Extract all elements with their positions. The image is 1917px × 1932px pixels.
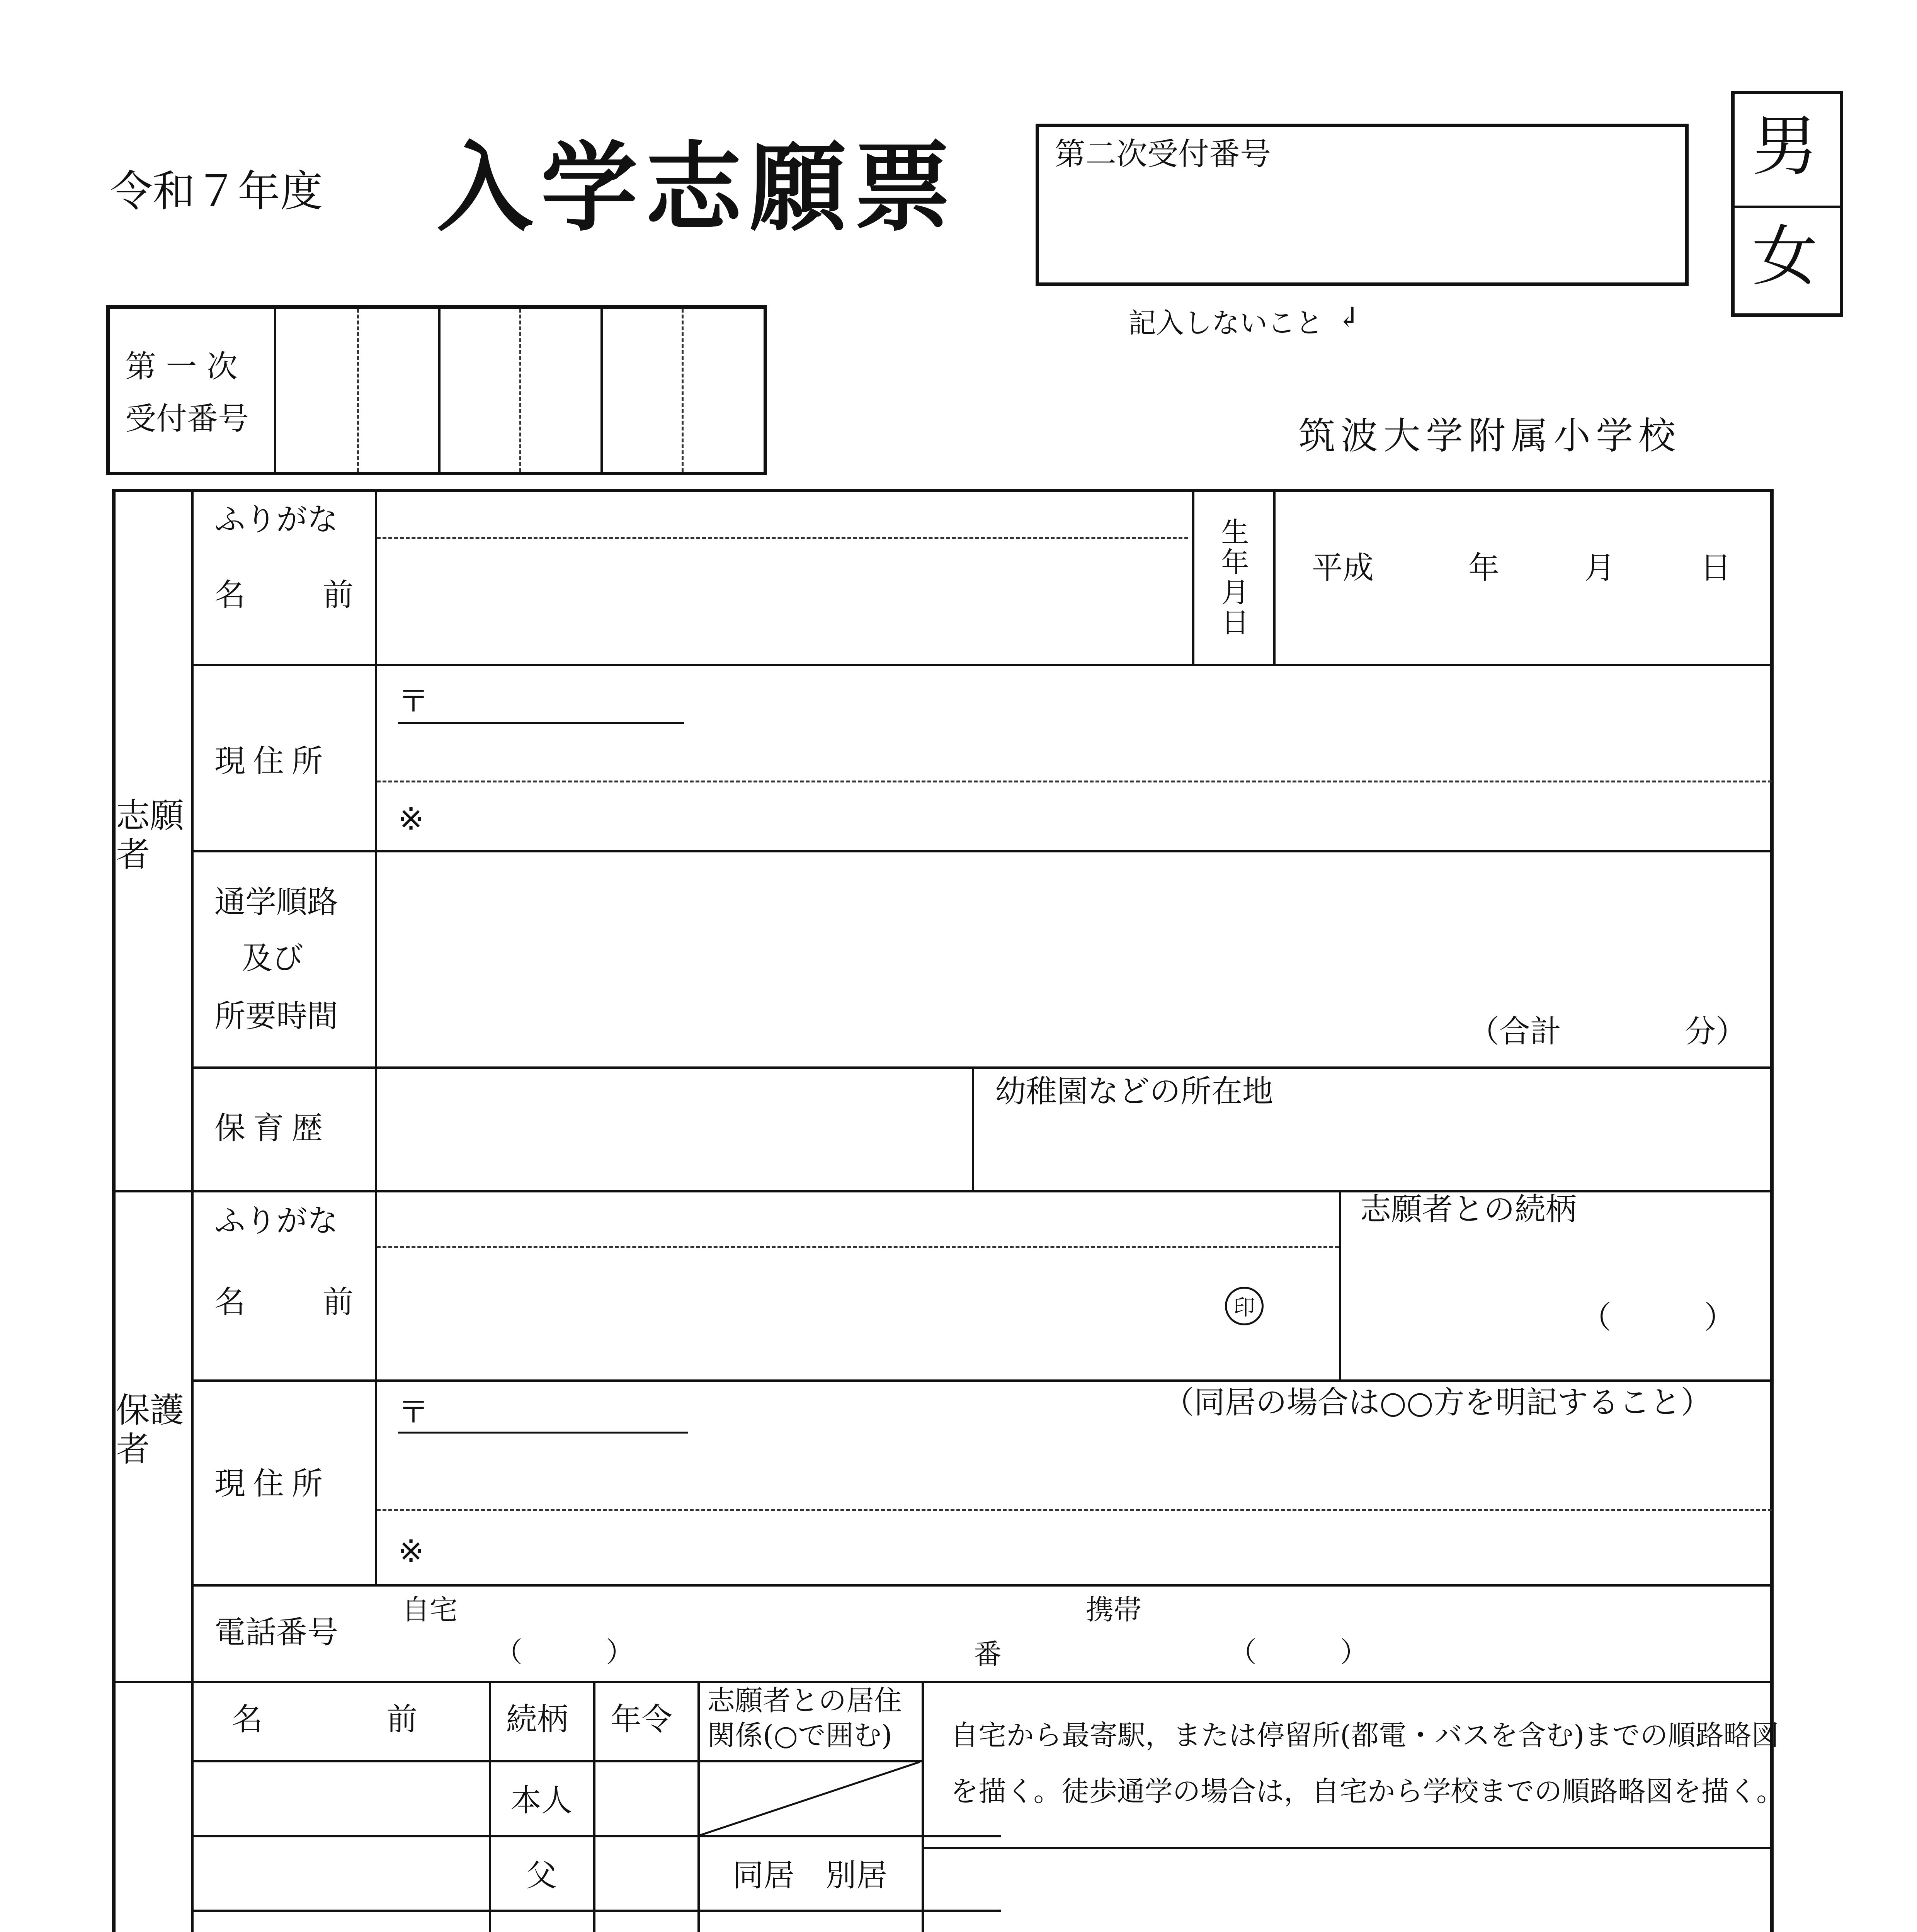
family-col-cohabit-1: 志願者との居住 [707,1684,902,1717]
first-receipt-box [106,305,767,475]
family-relation[interactable] [491,1912,592,1932]
family-col-relation: 続柄 [506,1701,568,1737]
guardian-name-label: 名 前 [214,1284,377,1320]
applicant-address-label: 現住所 [214,743,330,779]
family-section-label [116,1816,189,1932]
family-name-input[interactable] [195,1837,487,1908]
relation-label: 志願者との続柄 [1360,1191,1577,1227]
relation-input[interactable] [1343,1236,1770,1376]
map-note-1: 自宅から最寄駅，または停留所(都電・バスを含む)までの順路略図 [951,1719,1779,1752]
family-cohabit[interactable] [699,1912,920,1932]
arrow-up-icon: ↲ [1337,301,1361,333]
first-receipt-label-1: 第 一 次 [125,349,238,384]
birth-date-input[interactable] [1275,491,1770,661]
guardian-note-mark: ※ [398,1533,424,1569]
gender-box[interactable] [1731,91,1843,317]
family-cohabit[interactable] [699,1762,920,1833]
family-relation[interactable]: 父 [526,1857,557,1893]
fiscal-year: 令和７年度 [110,167,323,216]
relation-paren: （ ） [1580,1299,1735,1335]
family-age-input[interactable] [595,1837,696,1908]
family-col-age: 年令 [611,1701,672,1737]
family-name-input[interactable] [195,1912,487,1932]
applicant-furigana-input[interactable] [379,491,1190,535]
phone-label: 電話番号 [214,1614,338,1650]
kindergarten-location-label: 幼稚園などの所在地 [995,1073,1273,1109]
route-map-area[interactable] [925,1851,1770,1932]
map-note-2: を描く。徒歩通学の場合は，自宅から学校までの順路略図を描く。 [951,1775,1784,1808]
applicant-section-label: 志願者 [116,796,184,875]
family-col-name: 名 前 [232,1701,417,1737]
second-receipt-label: 第二次受付番号 [1055,136,1271,172]
second-receipt-box [1036,124,1689,286]
childcare-label: 保育歴 [214,1110,330,1146]
childcare-input[interactable] [379,1070,970,1188]
kindergarten-location-input[interactable] [976,1113,1770,1188]
family-age-input[interactable] [595,1912,696,1932]
family-cohabit[interactable]: 同居 別居 [733,1857,887,1893]
applicant-name-label: 名 前 [214,577,377,613]
seal-mark: 印 [1225,1287,1264,1325]
gender-male[interactable]: 男 [1752,108,1818,185]
birth-era: 平成 [1312,550,1374,586]
form-title: 入学志願票 [437,131,958,244]
applicant-postal-mark: 〒 [398,683,429,719]
family-col-cohabit-2: 関係(○で囲む) [707,1719,893,1752]
first-receipt-label-2: 受付番号 [125,401,249,437]
family-age-input[interactable] [595,1762,696,1833]
gender-female[interactable]: 女 [1752,218,1818,295]
mobile-phone-paren: （ ） [1229,1636,1368,1668]
family-name-input[interactable] [195,1762,487,1833]
birth-day-unit: 日 [1700,550,1731,586]
birth-date-label: 生年月日 [1216,517,1249,638]
guardian-address-label: 現住所 [214,1466,330,1502]
mobile-phone-label: 携帯 [1086,1594,1142,1626]
home-phone-label: 自宅 [402,1594,458,1626]
home-phone-input[interactable] [379,1588,958,1679]
home-phone-paren: （ ） [495,1636,634,1668]
route-input[interactable] [379,854,1770,1065]
birth-year-unit: 年 [1468,550,1499,586]
applicant-name-input[interactable] [379,539,1190,662]
number-label: 番 [974,1638,1002,1670]
no-entry-note: 記入しないこと [1128,307,1323,339]
mobile-phone-input[interactable] [966,1588,1770,1679]
applicant-furigana-label: ふりがな [214,502,338,537]
applicant-note-mark: ※ [398,801,424,837]
family-relation[interactable]: 本人 [510,1782,572,1818]
cohabit-note: （同居の場合は○○方を明記すること） [1163,1384,1712,1420]
guardian-name-input[interactable] [379,1250,1337,1378]
applicant-address-input[interactable] [379,667,1770,848]
route-label-1: 通学順路 [214,884,338,920]
route-label-3: 所要時間 [214,998,338,1034]
guardian-section-label: 保護者 [116,1390,184,1469]
route-total: （合計 分） [1468,1014,1747,1049]
guardian-address-input[interactable] [379,1437,1770,1582]
guardian-furigana-label: ふりがな [214,1203,338,1239]
school-name: 筑波大学附属小学校 [1298,414,1681,457]
guardian-furigana-input[interactable] [379,1194,1337,1244]
route-label-2: 及び [242,940,303,976]
birth-month-unit: 月 [1584,550,1615,586]
guardian-postal-mark: 〒 [398,1394,429,1430]
